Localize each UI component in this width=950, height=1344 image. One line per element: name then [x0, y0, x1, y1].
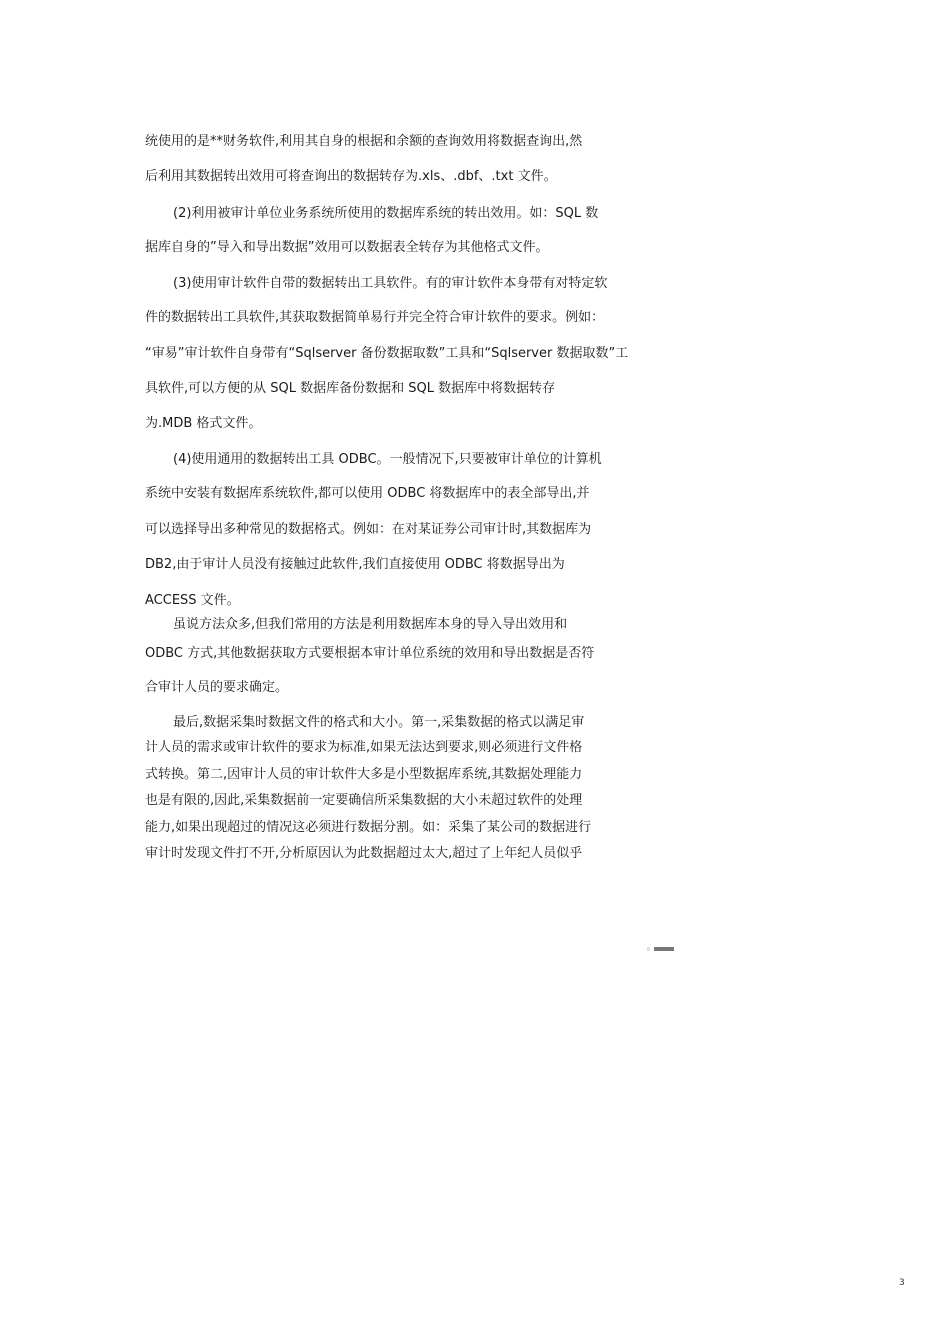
text-line: 审计时发现文件打不开,分析原因认为此数据超过太大,超过了上年纪人员似乎 — [145, 846, 583, 861]
decorative-mark — [647, 947, 650, 951]
text-line: 后利用其数据转出效用可将查询出的数据转存为.xls、.dbf、.txt 文件。 — [145, 169, 557, 184]
text-line: ODBC 方式,其他数据获取方式要根据本审计单位系统的效用和导出数据是否符 — [145, 646, 595, 661]
text-line: 最后,数据采集时数据文件的格式和大小。第一,采集数据的格式以满足审 — [173, 715, 585, 730]
text-line: “审易”审计软件自身带有“Sqlserver 备份数据取数”工具和“Sqlserver 数据取数”工 — [145, 346, 629, 361]
text-line: ACCESS 文件。 — [145, 593, 240, 608]
text-line: 也是有限的,因此,采集数据前一定要确信所采集数据的大小未超过软件的处理 — [145, 793, 583, 808]
page-number: 3 — [899, 1278, 905, 1288]
text-line: (2)利用被审计单位业务系统所使用的数据库系统的转出效用。如：SQL 数 — [173, 206, 599, 221]
text-line: 虽说方法众多,但我们常用的方法是利用数据库本身的导入导出效用和 — [173, 617, 568, 632]
text-line: 据库自身的”导入和导出数据”效用可以数据表全转存为其他格式文件。 — [145, 240, 549, 255]
text-line: 为.MDB 格式文件。 — [145, 416, 262, 431]
text-line: 件的数据转出工具软件,其获取数据简单易行并完全符合审计软件的要求。例如： — [145, 310, 605, 325]
decorative-bar — [654, 947, 674, 951]
text-line: 能力,如果出现超过的情况这必须进行数据分割。如：采集了某公司的数据进行 — [145, 820, 592, 835]
text-line: (4)使用通用的数据转出工具 ODBC。一般情况下,只要被审计单位的计算机 — [173, 452, 602, 467]
text-line: 统使用的是**财务软件,利用其自身的根据和余额的查询效用将数据查询出,然 — [145, 134, 583, 149]
text-line: 式转换。第二,因审计人员的审计软件大多是小型数据库系统,其数据处理能力 — [145, 767, 583, 782]
text-line: 系统中安装有数据库系统软件,都可以使用 ODBC 将数据库中的表全部导出,并 — [145, 486, 590, 501]
text-line: DB2,由于审计人员没有接触过此软件,我们直接使用 ODBC 将数据导出为 — [145, 557, 565, 572]
text-line: 具软件,可以方便的从 SQL 数据库备份数据和 SQL 数据库中将数据转存 — [145, 381, 556, 396]
text-line: 合审计人员的要求确定。 — [145, 680, 289, 695]
text-line: 计人员的需求或审计软件的要求为标准,如果无法达到要求,则必须进行文件格 — [145, 740, 583, 755]
text-line: (3)使用审计软件自带的数据转出工具软件。有的审计软件本身带有对特定软 — [173, 276, 608, 291]
text-line: 可以选择导出多种常见的数据格式。例如：在对某证券公司审计时,其数据库为 — [145, 522, 592, 537]
